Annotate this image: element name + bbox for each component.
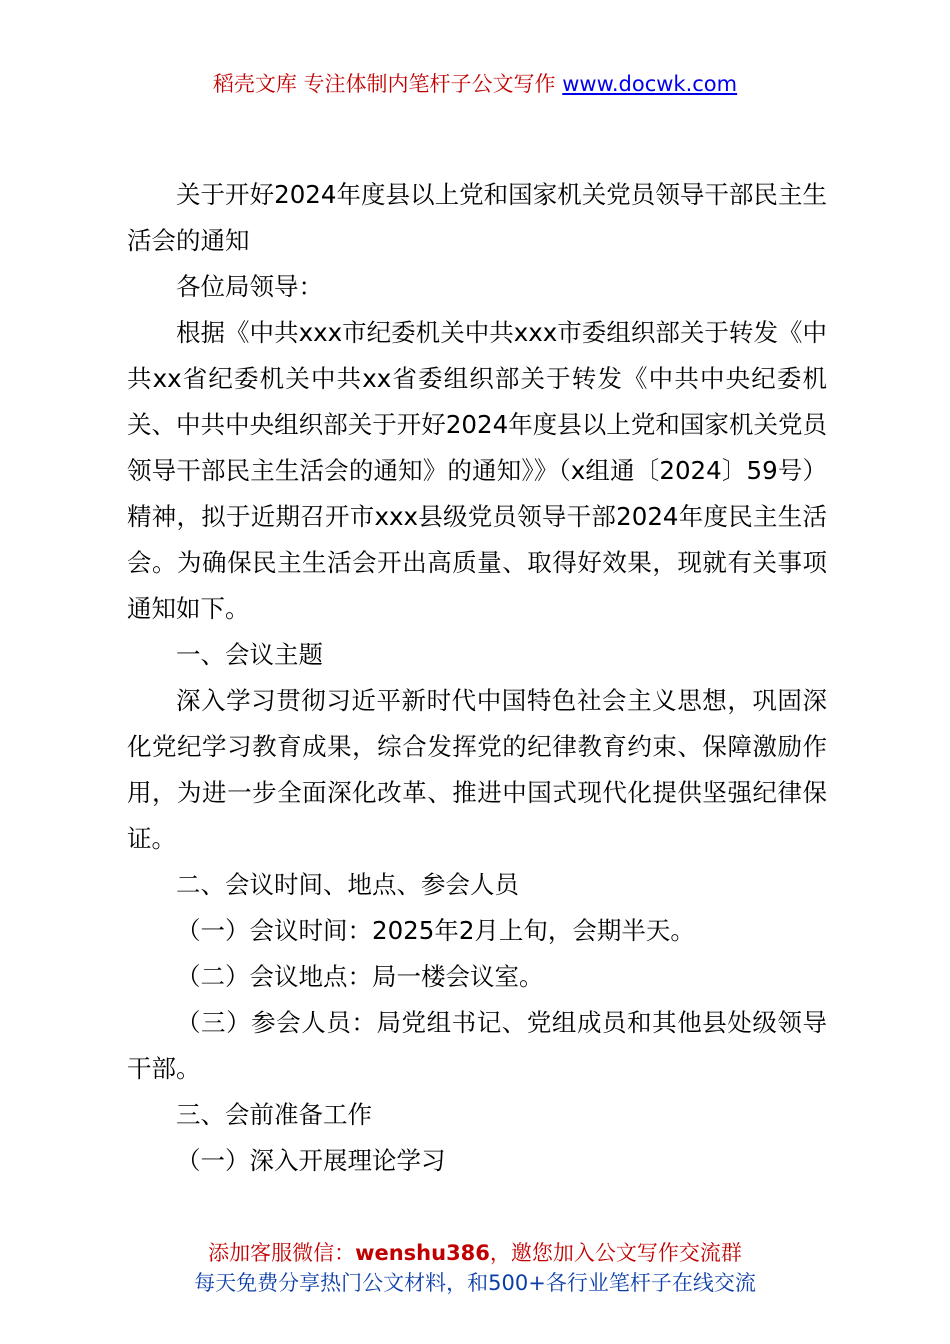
list-item: （三）参会人员：局党组书记、党组成员和其他县处级领导干部。 <box>127 1008 827 1083</box>
section-heading: 二、会议时间、地点、参会人员 <box>176 870 519 899</box>
footer-line-2: 每天免费分享热门公文材料，和500+各行业笔杆子在线交流 <box>194 1271 756 1295</box>
section-heading: 三、会前准备工作 <box>176 1100 372 1129</box>
wechat-id: wenshu386 <box>355 1241 490 1265</box>
footer-line-1 <box>0 1238 950 1268</box>
list-item: （一）会议时间：2025年2月上旬，会期半天。 <box>176 916 695 945</box>
footer-suffix: ，邀您加入公文写作交流群 <box>489 1241 742 1265</box>
promo-footer <box>0 1238 950 1298</box>
subsection-heading: （一）深入开展理论学习 <box>176 1146 446 1175</box>
salutation: 各位局领导： <box>176 272 323 301</box>
list-item: （二）会议地点：局一楼会议室。 <box>176 962 544 991</box>
document-title: 关于开好2024年度县以上党和国家机关党员领导干部民主生活会的通知 <box>127 180 827 255</box>
body-paragraph: 深入学习贯彻习近平新时代中国特色社会主义思想，巩固深化党纪学习教育成果，综合发挥党的纪律教育约束、保障激励作用，为进一步全面深化改革、推进中国式现代化提供坚强纪律保证。 <box>127 686 827 853</box>
watermark-header <box>0 68 950 100</box>
document-body <box>127 172 827 1184</box>
brand-text: 稻壳文库 专注体制内笔杆子公文写作 <box>212 72 556 96</box>
footer-prefix: 添加客服微信： <box>208 1241 356 1265</box>
site-link[interactable]: www.docwk.com <box>562 72 738 96</box>
section-heading: 一、会议主题 <box>176 640 323 669</box>
body-paragraph: 根据《中共xxx市纪委机关中共xxx市委组织部关于转发《中共xx省纪委机关中共xx省委组织部关于转发《中共中央纪委机关、中共中央组织部关于开好2024年度县以上党和国家机关党员领导干部民主生活会的通知》的通知》》（x组通〔2024〕59号）精神，拟于近期召开市xxx县级党员领导干部2024年度民主生活会。为确保民主生活会开出高质量、取得好效果，现就有关事项通知如下。 <box>127 318 827 623</box>
